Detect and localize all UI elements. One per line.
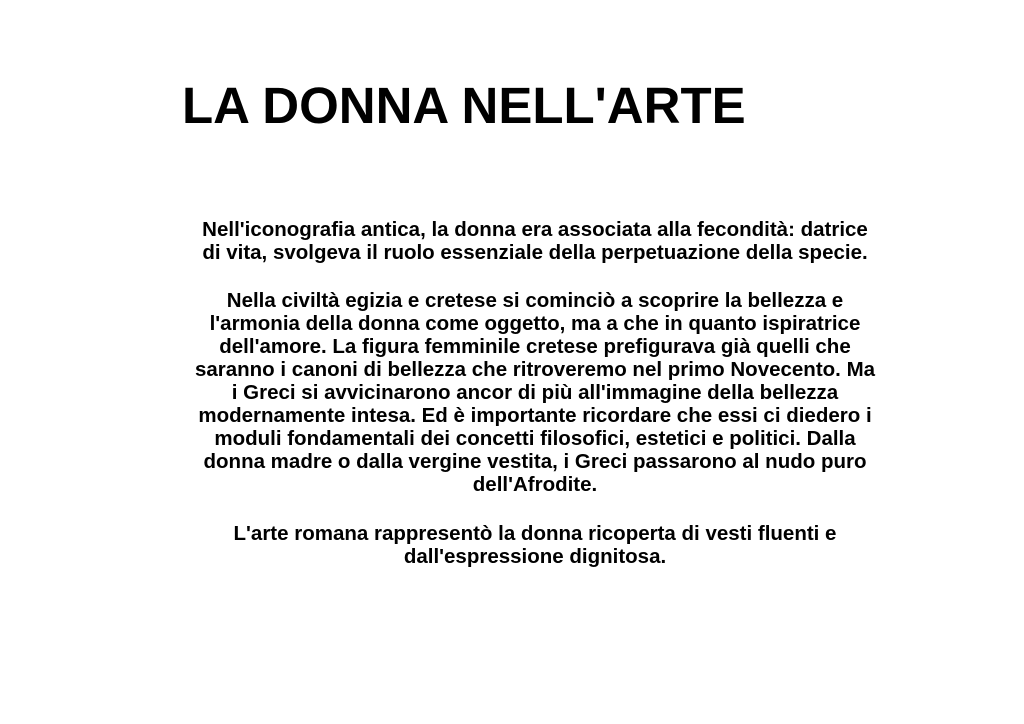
paragraph-line: dell'amore. La figura femminile cretese prefigurava già quelli che xyxy=(219,335,851,358)
paragraph-line: moduli fondamentali dei concetti filosofici, estetici e politici. Dalla xyxy=(214,427,856,450)
paragraph-arte-romana xyxy=(120,522,950,568)
paragraph-line: L'arte romana rappresentò la donna ricoperta di vesti fluenti e xyxy=(233,522,837,545)
paragraph-line: Nell'iconografia antica, la donna era associata alla fecondità: datrice xyxy=(202,218,868,241)
paragraph-line: dell'Afrodite. xyxy=(472,473,598,496)
paragraph-line: donna madre o dalla vergine vestita, i Greci passarono al nudo puro xyxy=(203,450,867,473)
paragraph-line: modernamente intesa. Ed è importante ricordare che essi ci diedero i xyxy=(198,404,872,427)
paragraph-line: i Greci si avvicinarono ancor di più all'immagine della bellezza xyxy=(231,381,839,404)
paragraph-egizia-cretese xyxy=(120,289,950,496)
paragraph-fecondita xyxy=(120,218,950,264)
paragraph-line: di vita, svolgeva il ruolo essenziale della perpetuazione della specie. xyxy=(202,241,868,264)
page-title: LA DONNA NELL'ARTE xyxy=(182,77,746,134)
paragraph-line: Nella civiltà egizia e cretese si cominciò a scoprire la bellezza e xyxy=(226,289,844,312)
paragraph-line: dall'espressione dignitosa. xyxy=(403,545,667,568)
paragraph-line: saranno i canoni di bellezza che ritroveremo nel primo Novecento. Ma xyxy=(194,358,876,381)
paragraph-line: l'armonia della donna come oggetto, ma a che in quanto ispiratrice xyxy=(209,312,861,335)
